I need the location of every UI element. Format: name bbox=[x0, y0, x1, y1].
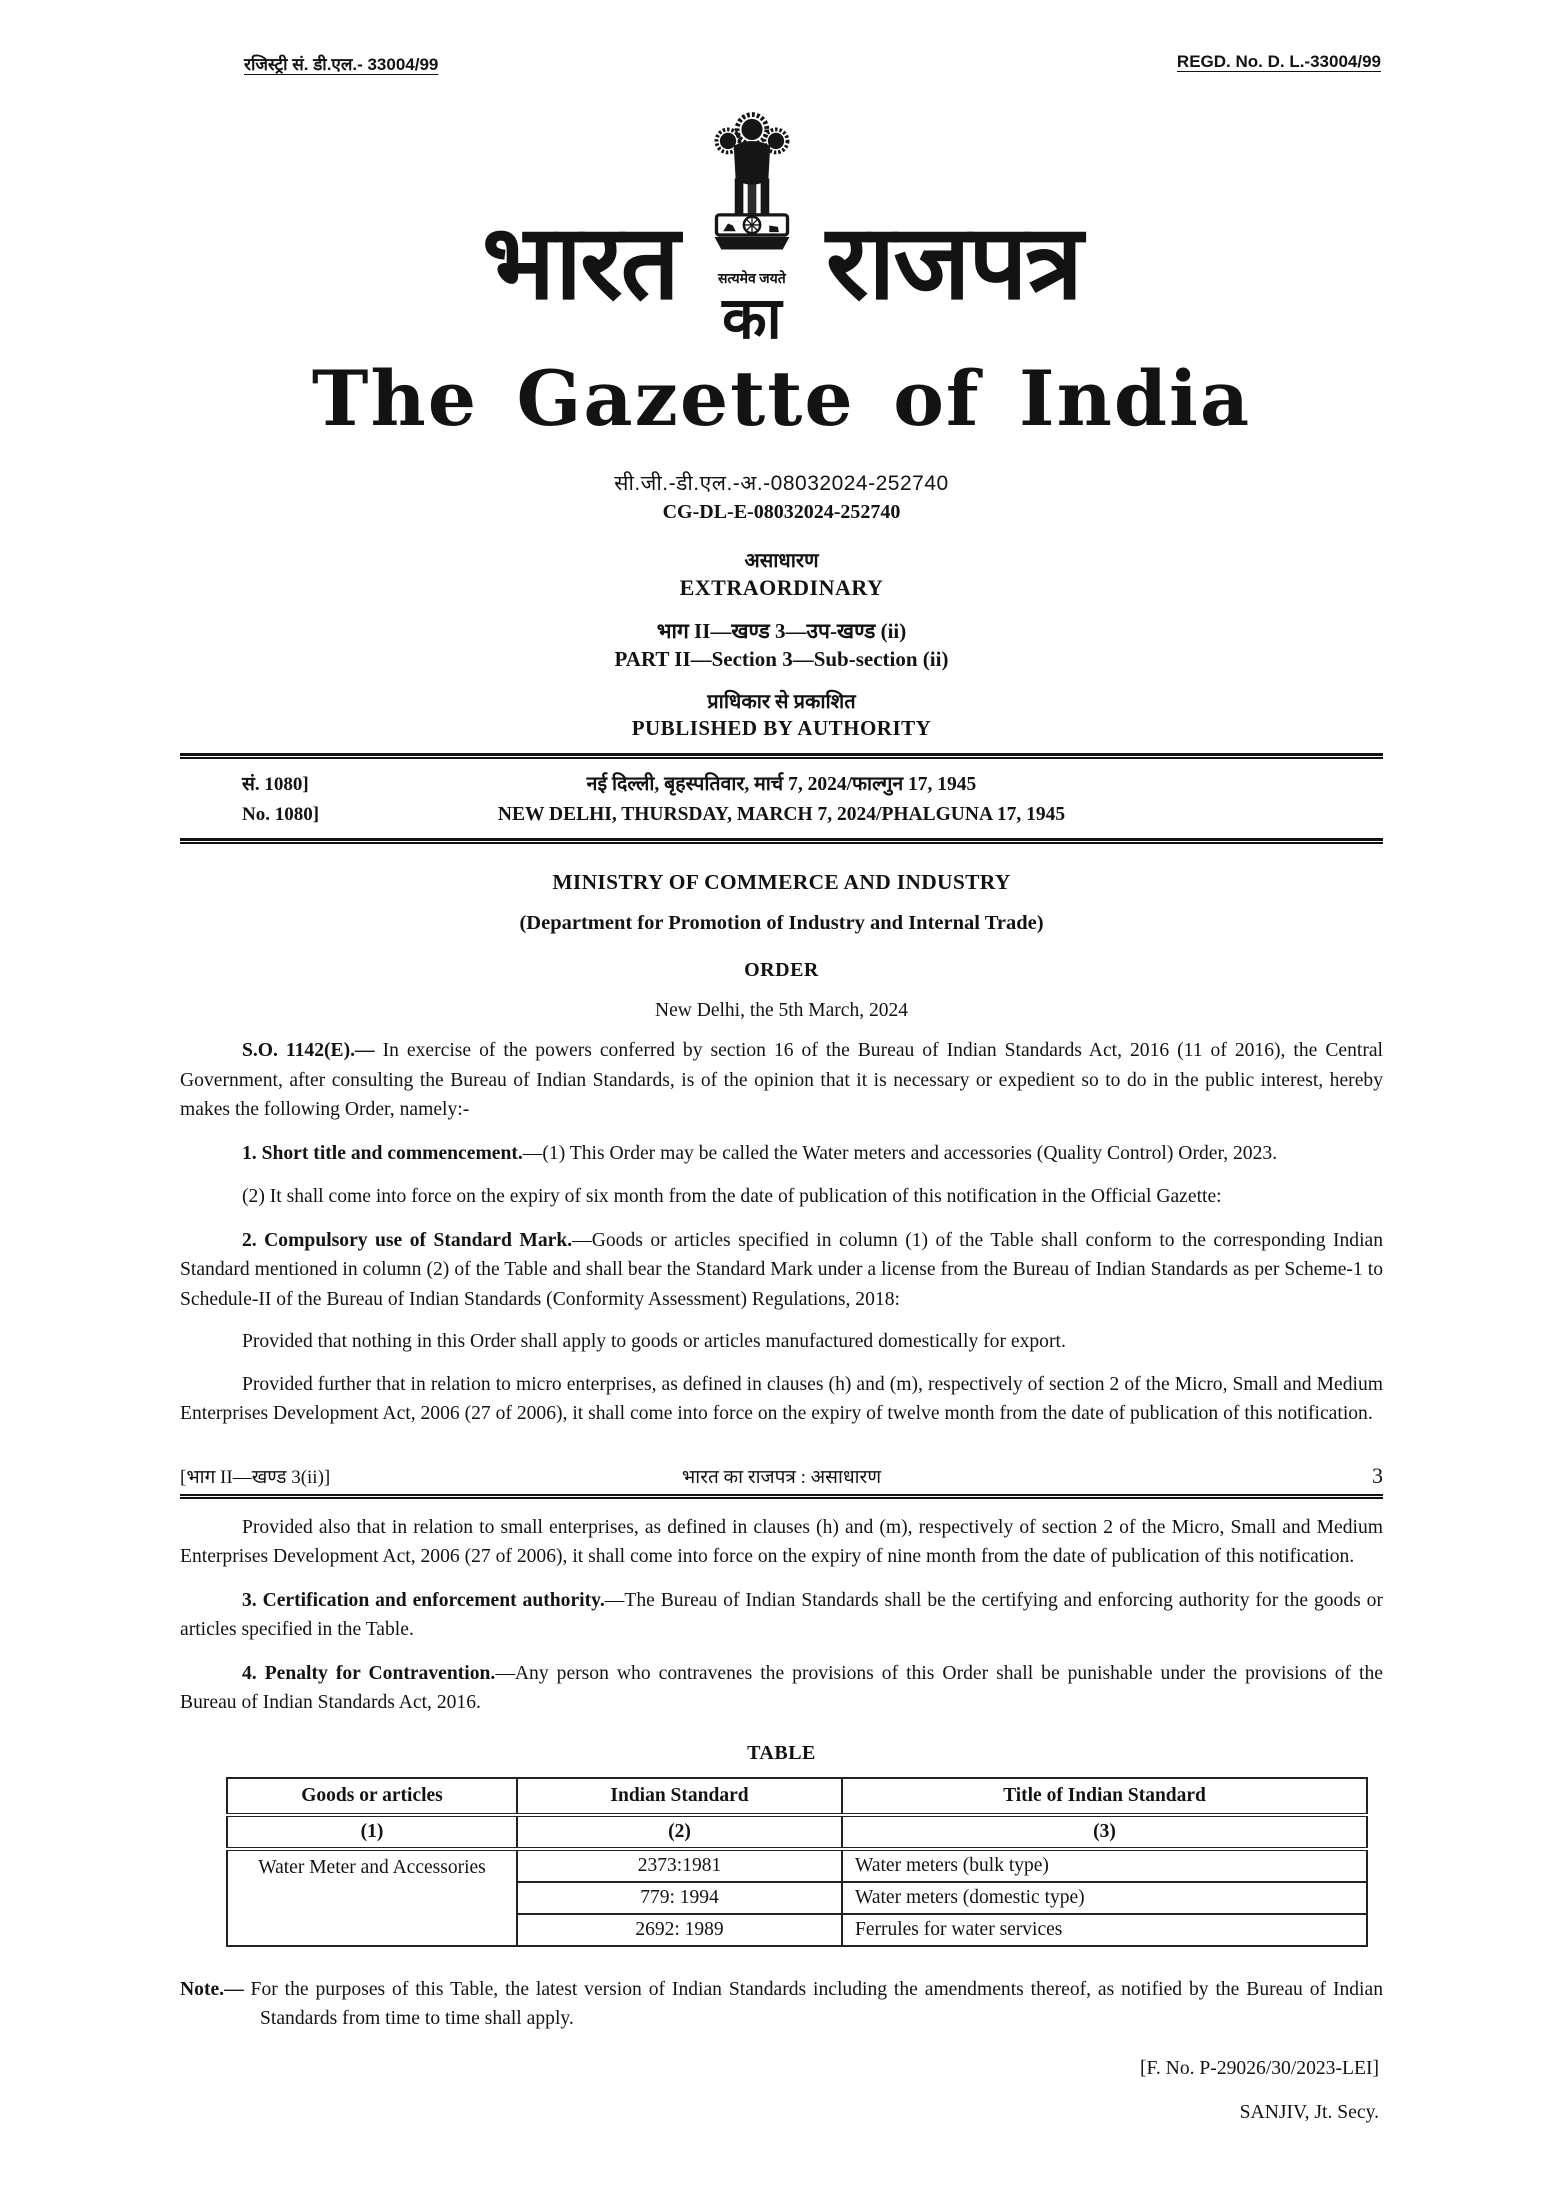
page3-header-left: [भाग II—खण्ड 3(ii)] bbox=[180, 1466, 331, 1488]
order-heading: ORDER bbox=[744, 959, 819, 981]
table-header-title: Title of Indian Standard bbox=[842, 1778, 1367, 1815]
emblem-motto: सत्यमेव जयते bbox=[717, 272, 786, 287]
issue-date-hindi: नई दिल्ली, बृहस्पतिवार, मार्च 7, 2024/फाल्गुन 17, 1945 bbox=[586, 774, 977, 795]
issue-number-hindi: सं. 1080] bbox=[242, 774, 309, 795]
para-so-rest: In exercise of the powers conferred by section 16 of the Bureau of Indian Standards Act, 2016 (11 of 2016), the Central Government, after consulting the Bureau of Indian Standards, is of the opinion that it is necessary or expedient so to do in the public interest, hereby makes the following Order, namely:- bbox=[180, 1040, 1383, 1120]
ministry-heading: MINISTRY OF COMMERCE AND INDUSTRY bbox=[552, 870, 1011, 894]
authority-english: PUBLISHED BY AUTHORITY bbox=[631, 716, 932, 740]
gazette-english-title: The Gazette of India bbox=[311, 354, 1252, 443]
para-4-lead: 4. Penalty for Contravention. bbox=[242, 1662, 496, 1684]
extraordinary-hindi: असाधारण bbox=[744, 550, 819, 572]
table-header-row bbox=[227, 1778, 1367, 1815]
para-3-certification bbox=[180, 1586, 1383, 1645]
extraordinary-english: EXTRAORDINARY bbox=[679, 575, 884, 600]
code-hindi: सी.जी.-डी.एल.-अ.-08032024-252740 bbox=[614, 472, 949, 495]
table-cell-standard-1: 2373:1981 bbox=[517, 1849, 842, 1882]
proviso-export: Provided that nothing in this Order shall apply to goods or articles manufactured domestically for export. bbox=[242, 1331, 1066, 1352]
para-4-penalty bbox=[180, 1659, 1383, 1718]
registry-number-english: REGD. No. D. L.-33004/99 bbox=[1176, 52, 1381, 71]
table-colnum-1: (1) bbox=[227, 1815, 517, 1849]
place-date-line: New Delhi, the 5th March, 2024 bbox=[655, 1000, 908, 1021]
file-number: [F. No. P-29026/30/2023-LEI] bbox=[1140, 2057, 1379, 2079]
table-cell-title-1: Water meters (bulk type) bbox=[842, 1849, 1367, 1882]
table-colnum-3: (3) bbox=[842, 1815, 1367, 1849]
masthead-hindi-right: राजपत्र bbox=[825, 206, 1081, 322]
para-3-lead: 3. Certification and enforcement authority. bbox=[242, 1589, 605, 1611]
table-title: TABLE bbox=[747, 1741, 816, 1764]
para-4-rest: —Any person who contravenes the provisions of this Order shall be punishable under the provisions of the Bureau of Indian Standards Act, 2016. bbox=[180, 1662, 1383, 1713]
code-english: CG-DL-E-08032024-252740 bbox=[662, 501, 901, 523]
proviso-micro-enterprises: Provided further that in relation to micro enterprises, as defined in clauses (h) and (m), respectively of section 2 of the Micro, Small and Medium Enterprises Development Act, 2006 (27 of 2006), it shall come into force on the expiry of twelve month from the date of publication of this notification. bbox=[180, 1373, 1383, 1424]
para-3-rest: —The Bureau of Indian Standards shall be the certifying and enforcing authority for the goods or articles specified in the Table. bbox=[180, 1589, 1383, 1640]
registry-row bbox=[180, 52, 1383, 75]
masthead-hindi-connector: का bbox=[722, 286, 782, 351]
part-section-hindi: भाग II—खण्ड 3—उप-खण्ड (ii) bbox=[656, 619, 907, 643]
para-1-sub-2: (2) It shall come into force on the expiry of six month from the date of publication of this notification in the Official Gazette: bbox=[242, 1186, 1222, 1207]
signature-line: SANJIV, Jt. Secy. bbox=[1239, 2101, 1379, 2123]
table-cell-standard-2: 779: 1994 bbox=[517, 1882, 842, 1914]
table-row bbox=[227, 1849, 1367, 1882]
authority-hindi: प्राधिकार से प्रकाशित bbox=[707, 691, 856, 713]
table-header-goods: Goods or articles bbox=[227, 1778, 517, 1815]
table-colnum-2: (2) bbox=[517, 1815, 842, 1849]
para-so-1142 bbox=[180, 1036, 1383, 1125]
publication-block bbox=[180, 546, 1383, 741]
standards-table bbox=[226, 1777, 1368, 1947]
issue-date-english: NEW DELHI, THURSDAY, MARCH 7, 2024/PHALGUNA 17, 1945 bbox=[497, 804, 1066, 825]
page3-running-header bbox=[180, 1463, 1383, 1489]
registration-codes bbox=[180, 469, 1383, 524]
proviso-small-enterprises: Provided also that in relation to small enterprises, as defined in clauses (h) and (m), respectively of section 2 of the Micro, Small and Medium Enterprises Development Act, 2006 (27 of 2006), it shall come into force on the expiry of nine month from the date of publication of this notification. bbox=[180, 1516, 1383, 1567]
double-rule-bottom bbox=[180, 838, 1383, 844]
page3-header-rule bbox=[180, 1494, 1383, 1499]
department-heading: (Department for Promotion of Industry and Internal Trade) bbox=[519, 912, 1044, 934]
page3-page-number: 3 bbox=[1372, 1462, 1383, 1488]
para-so-lead: S.O. 1142(E).— bbox=[242, 1040, 375, 1061]
table-cell-title-2: Water meters (domestic type) bbox=[842, 1882, 1367, 1914]
issue-row-english bbox=[180, 804, 1383, 826]
issue-number-english: No. 1080] bbox=[242, 804, 320, 825]
table-cell-standard-3: 2692: 1989 bbox=[517, 1914, 842, 1946]
issue-row-hindi bbox=[180, 769, 1383, 796]
note-rest: For the purposes of this Table, the latest version of Indian Standards including the amendments thereof, as notified by the Bureau of Indian Standards from time to time shall apply. bbox=[243, 1978, 1383, 2029]
masthead-hindi-left: भारत bbox=[482, 206, 678, 322]
masthead bbox=[180, 109, 1383, 351]
issue-bar bbox=[180, 753, 1383, 844]
para-2-lead: 2. Compulsory use of Standard Mark. bbox=[242, 1229, 573, 1251]
page3-header-center: भारत का राजपत्र : असाधारण bbox=[681, 1466, 882, 1488]
table-cell-title-3: Ferrules for water services bbox=[842, 1914, 1367, 1946]
table-header-standard: Indian Standard bbox=[517, 1778, 842, 1815]
para-2-rest: —Goods or articles specified in column (1) of the Table shall conform to the corresponding Indian Standard mentioned in column (2) of the Table and shall bear the Standard Mark under a license from the Bureau of Indian Standards as per Scheme-1 to Schedule-II of the Bureau of Indian Standards (Conformity Assessment) Regulations, 2018: bbox=[180, 1229, 1384, 1310]
ashoka-lion-capital-icon bbox=[704, 109, 800, 267]
para-1-rest: —(1) This Order may be called the Water meters and accessories (Quality Control) Order, 2023. bbox=[522, 1142, 1278, 1164]
emblem-column bbox=[704, 109, 800, 351]
table-note bbox=[180, 1975, 1383, 2034]
para-2-standard-mark bbox=[180, 1226, 1383, 1315]
para-1-lead: 1. Short title and commencement. bbox=[242, 1142, 523, 1164]
registry-number-hindi: रजिस्ट्री सं. डी.एल.- 33004/99 bbox=[244, 55, 439, 74]
part-section-english: PART II—Section 3—Sub-section (ii) bbox=[614, 647, 949, 671]
table-cell-goods: Water Meter and Accessories bbox=[227, 1849, 517, 1946]
para-1-short-title bbox=[180, 1139, 1383, 1169]
table-colnum-row bbox=[227, 1815, 1367, 1849]
note-lead: Note.— bbox=[180, 1978, 244, 2000]
